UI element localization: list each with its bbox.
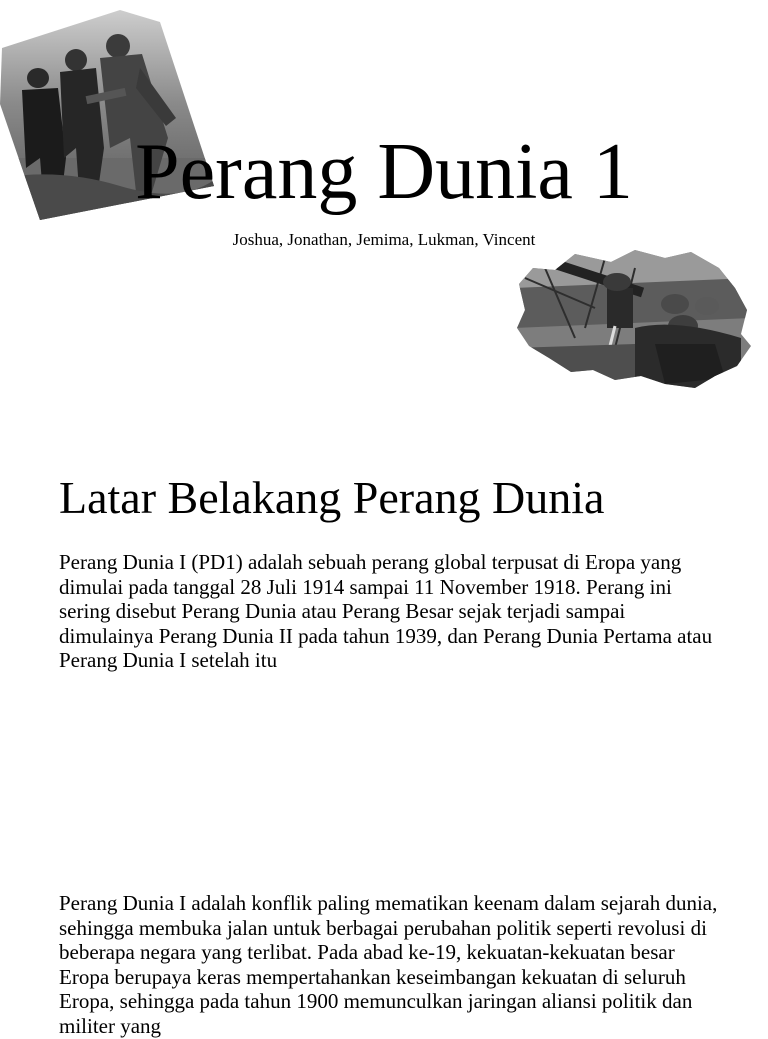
body-paragraph-2: Perang Dunia I adalah konflik paling mematikan keenam dalam sejarah dunia, sehingga membuka jalan untuk berbagai perubahan politik seperti revolusi di beberapa negara yang terlibat. Pada abad ke-19, kekuatan-kekuatan besar Eropa berupaya keras mempertahankan keseimbangan kekuatan di seluruh Eropa, sehingga pada tahun 1900 memunculkan jaringan aliansi politik dan militer yang xyxy=(59,891,718,1038)
body-paragraph-1: Perang Dunia I (PD1) adalah sebuah perang global terpusat di Eropa yang dimulai pada tanggal 28 Juli 1914 sampai 11 November 1918. Perang ini sering disebut Perang Dunia atau Perang Besar sejak terjadi sampai dimulainya Perang Dunia II pada tahun 1939, dan Perang Dunia Pertama atau Perang Dunia I setelah itu xyxy=(59,550,713,673)
section-heading: Latar Belakang Perang Dunia xyxy=(59,472,605,523)
document-title: Perang Dunia 1 xyxy=(135,128,633,216)
photo-machine-gun-crew xyxy=(515,248,751,392)
author-names: Joshua, Jonathan, Jemima, Lukman, Vincent xyxy=(232,230,536,249)
